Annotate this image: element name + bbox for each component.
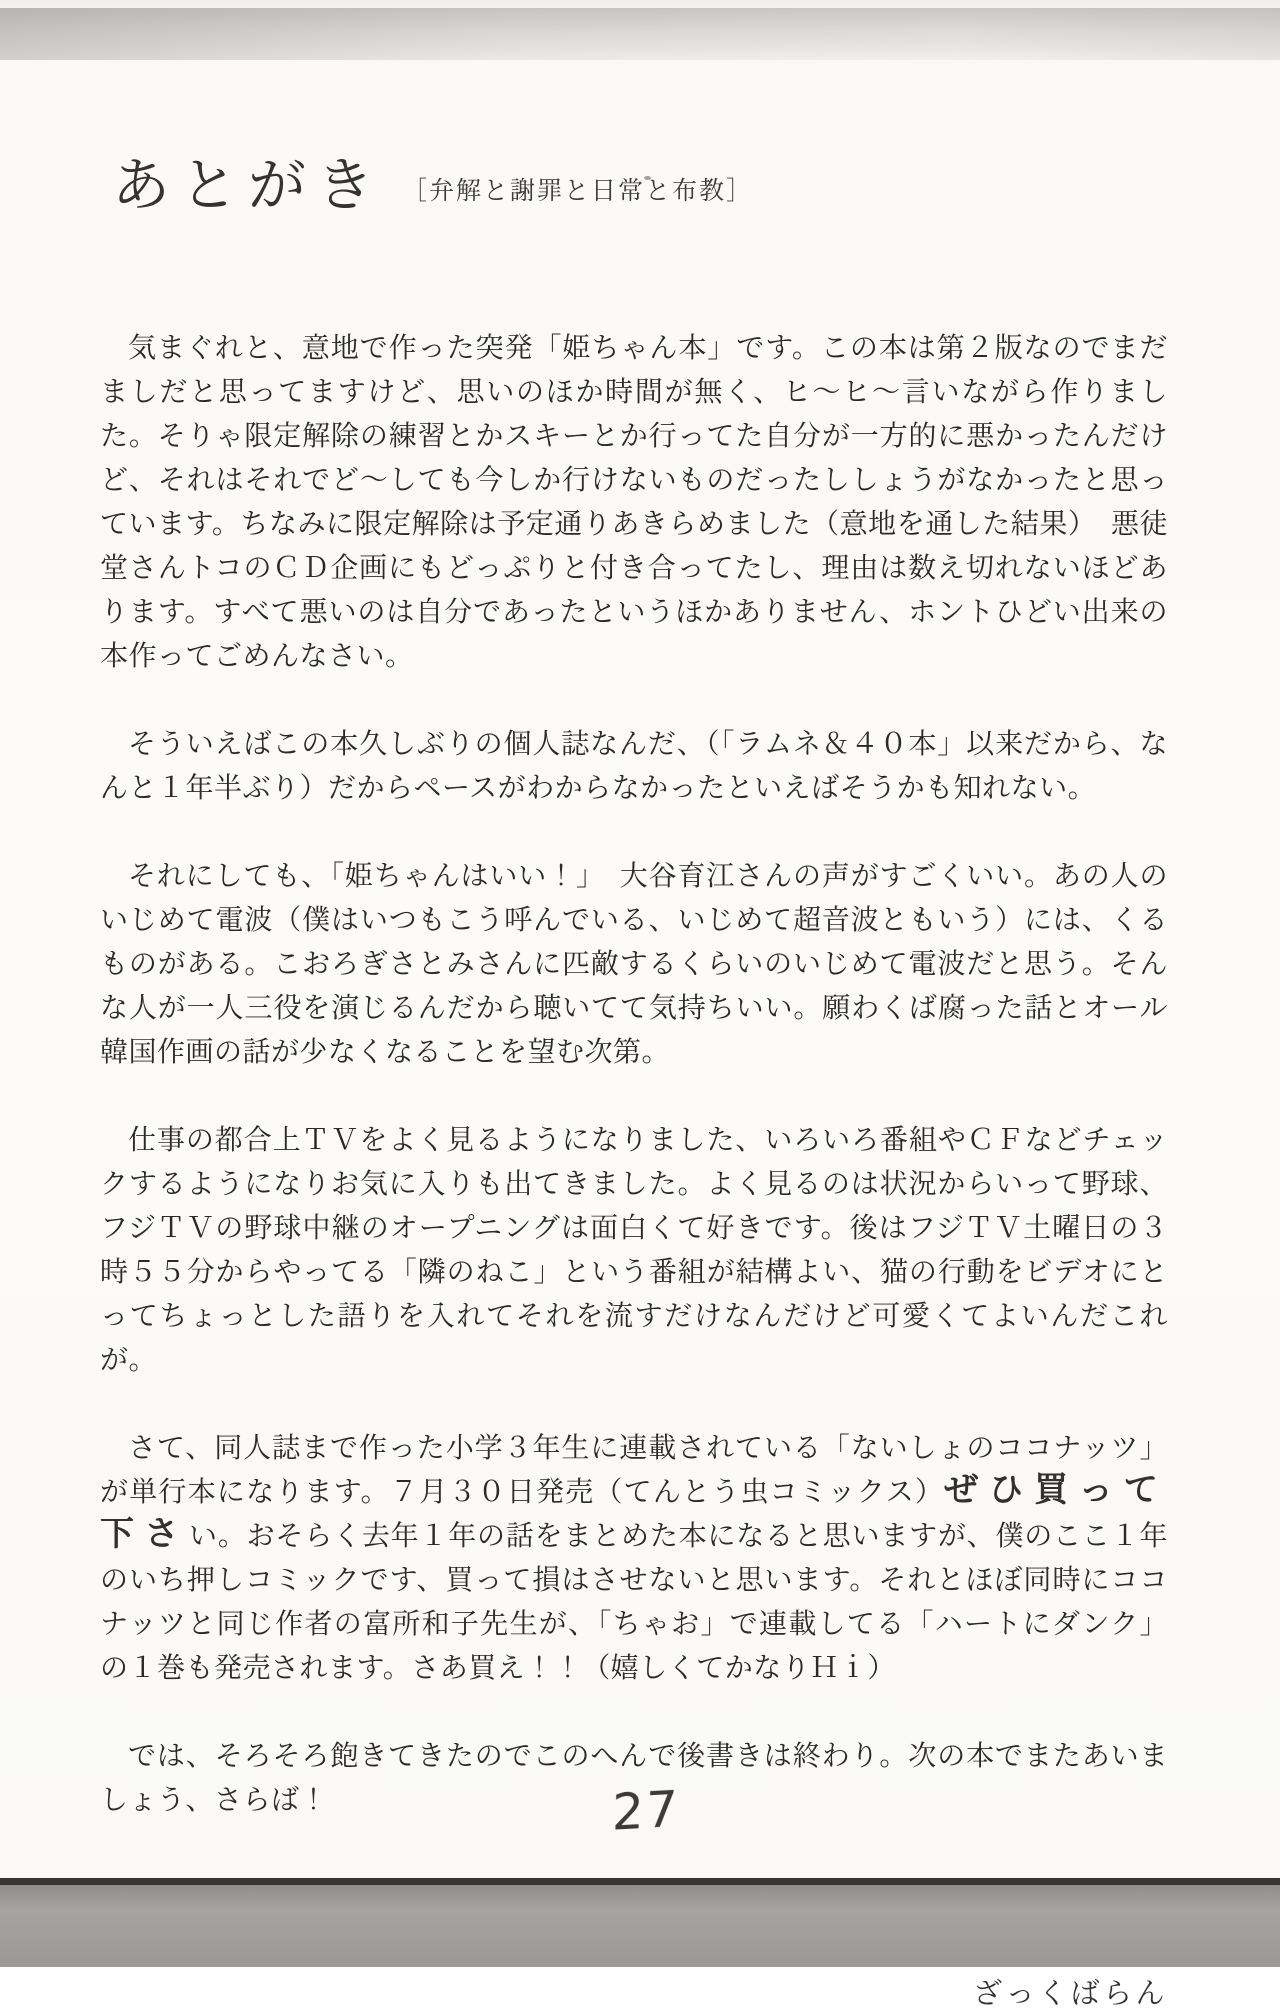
body-paragraph-5	[100, 1426, 1168, 1690]
body-paragraph-4: 仕事の都合上ＴＶをよく見るようになりました、いろいろ番組やＣＦなどチェックするようになりお気に入りも出てきました。よく見るのは状況からいって野球、フジＴＶの野球中継のオープニングは面白くて好きです。後はフジＴＶ土曜日の３時５５分からやってる「隣のねこ」という番組が結構よい、猫の行動をビデオにとってちょっとした語りを入れてそれを流すだけなんだけど可愛くてよいんだこれが。	[100, 1123, 1168, 1376]
signature: ざっくばらん	[973, 1976, 1168, 2010]
buy-plea-emphasis: ぜひ買って下さ	[100, 1470, 1168, 1554]
page-title: あとがき	[112, 151, 385, 219]
page-subtitle: ［弁解と謝罪と日常と布教］	[402, 176, 754, 205]
paragraph-5-tail: い。おそらく去年１年の話をまとめた本になると思いますが、僕のここ１年のいち押しコミックです、買って損はさせないと思います。それとほぼ同時にココナッツと同じ作者の富所和子先生が、「ちゃお」で連載してる「ハートにダンク」の１巻も発売されます。さあ買え！！（嬉しくてかなりＨｉ）	[100, 1519, 1168, 1684]
paragraph-5-lead: さて、同人誌まで作った小学３年生に連載されている「ないしょのココナッツ」が単行本になります。７月３０日発売（てんとう虫コミックス）	[100, 1431, 1168, 1508]
body-paragraph-6: では、そろそろ飽きてきたのでこのへんで後書きは終わり。次の本でまたあいましょう、さらば！	[100, 1739, 1168, 1816]
page-title-row	[112, 138, 1168, 222]
page-number: 27	[611, 1780, 681, 1842]
body-paragraph-3: それにしても、「姫ちゃんはいい！」 大谷育江さんの声がすごくいい。あの人のいじめて電波（僕はいつもこう呼んでいる、いじめて超音波ともいう）には、くるものがある。こおろぎさとみさんに匹敵するくらいのいじめて電波だと思う。そんな人が一人三役を演じるんだから聴いてて気持ちいい。願わくば腐った話とオール韓国作画の話が少なくなることを望む次第。	[100, 859, 1168, 1068]
body-paragraph-1: 気まぐれと、意地で作った突発「姫ちゃん本」です。この本は第２版なのでまだましだと思ってますけど、思いのほか時間が無く、ヒ～ヒ～言いながら作りました。そりゃ限定解除の練習とかスキーとか行ってた自分が一方的に悪かったんだけど、それはそれでど～しても今しか行けないものだったししょうがなかったと思っています。ちなみに限定解除は予定通りあきらめました（意地を通した結果） 悪徒堂さんトコのＣＤ企画にもどっぷりと付き合ってたし、理由は数え切れないほどあります。すべて悪いのは自分であったというほかありません、ホントひどい出来の本作ってごめんなさい。	[100, 331, 1168, 672]
body-paragraph-2: そういえばこの本久しぶりの個人誌なんだ、（「ラムネ＆４０本」以来だから、なんと１年半ぶり）だからペースがわからなかったといえばそうかも知れない。	[100, 727, 1168, 804]
scan-edge-bottom	[0, 1878, 1280, 1967]
